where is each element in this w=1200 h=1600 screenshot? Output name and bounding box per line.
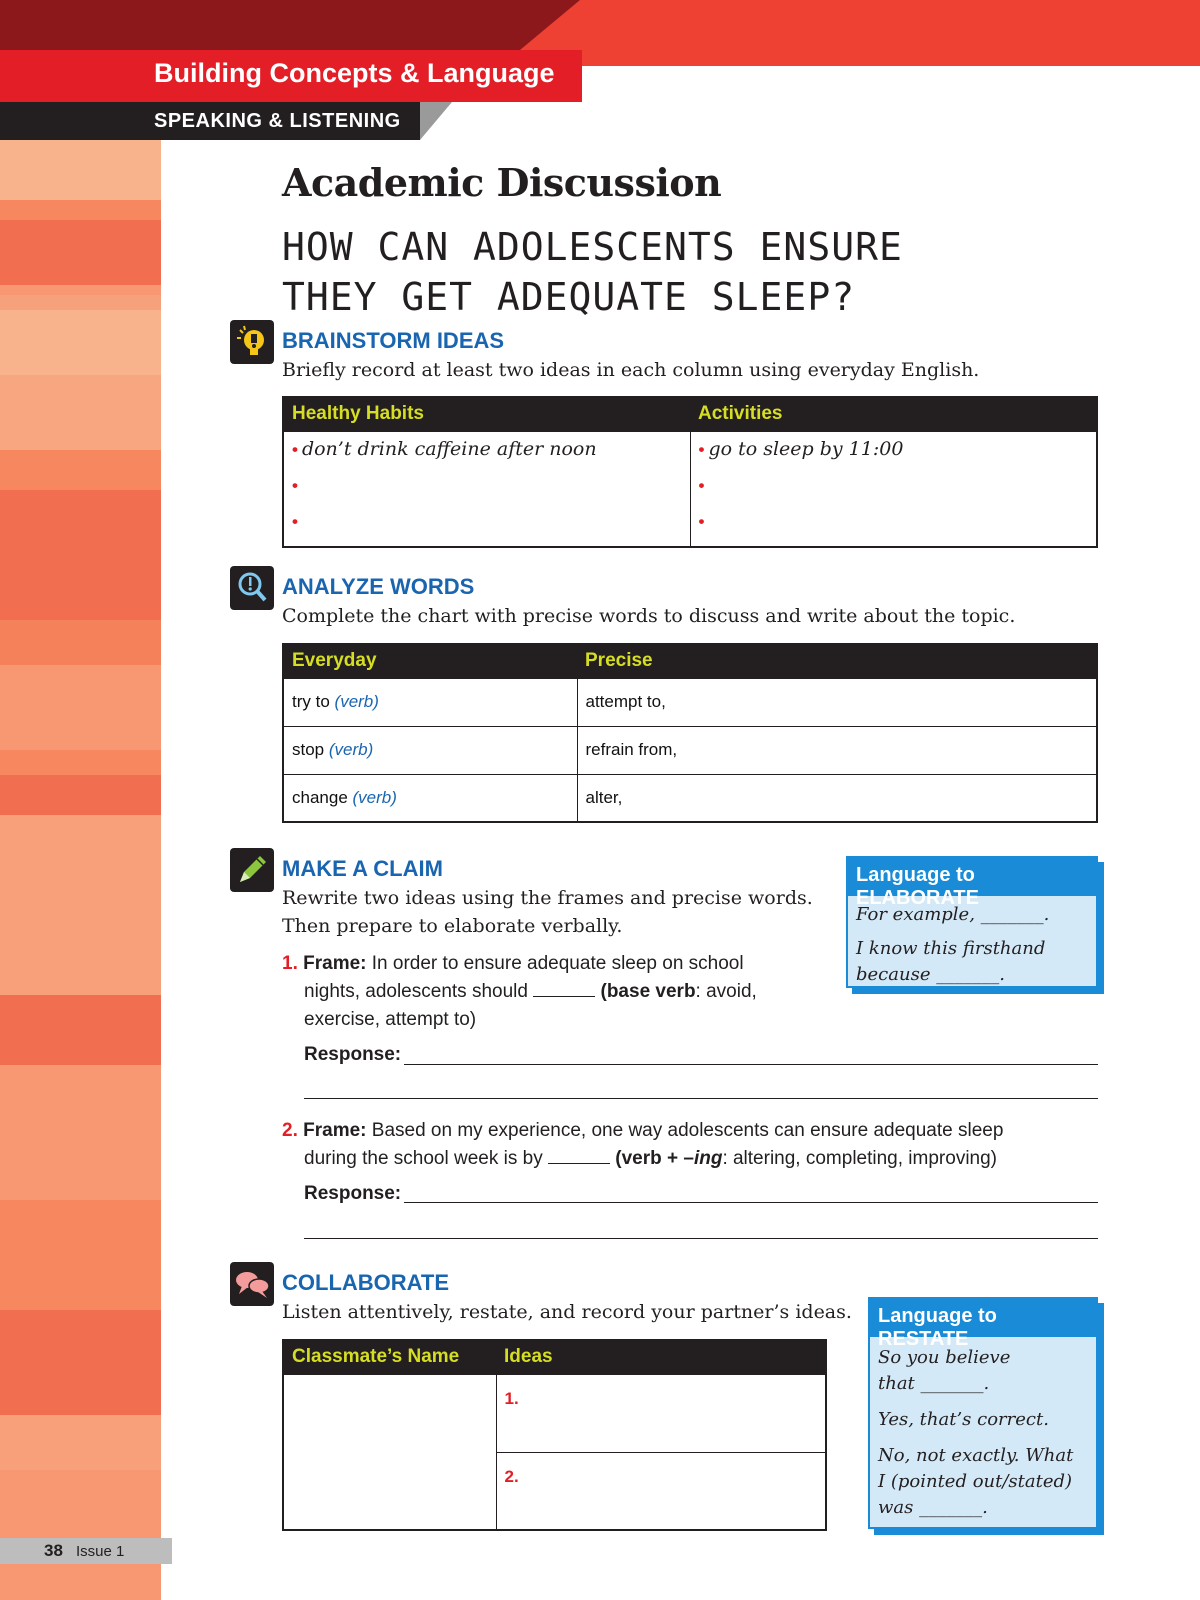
col-header-classmate-name: Classmate’s Name — [283, 1340, 496, 1374]
collaborate-heading: COLLABORATE — [282, 1270, 450, 1295]
col-header-activities: Activities — [690, 397, 1097, 431]
table-row — [283, 726, 1097, 774]
header-wedge — [520, 0, 580, 50]
brainstorm-heading: BRAINSTORM IDEAS — [282, 328, 505, 353]
everyday-cell: change (verb) — [283, 774, 577, 822]
col-header-ideas: Ideas — [496, 1340, 826, 1374]
claim-heading: MAKE A CLAIM — [282, 856, 443, 881]
response-2-line-a[interactable] — [404, 1202, 1098, 1203]
response-2-line-b[interactable] — [304, 1238, 1098, 1239]
language-elaborate-box — [846, 856, 1098, 988]
restate-line-1a: So you believe — [878, 1347, 1011, 1368]
restate-line-3c: was _______. — [878, 1497, 988, 1518]
collaborate-instruction: Listen attentively, restate, and record your partner’s ideas. — [282, 1301, 852, 1323]
essential-question: HOW CAN ADOLESCENTS ENSURE THEY GET ADEQUATE SLEEP? — [282, 225, 903, 319]
everyday-cell: try to (verb) — [283, 678, 577, 726]
precise-cell[interactable]: attempt to, — [577, 678, 1097, 726]
brainstorm-table — [282, 396, 1098, 548]
section-title-bar — [0, 50, 582, 102]
language-elaborate-title: Language to ELABORATE — [848, 858, 1096, 896]
claim-instruction-2: Then prepare to elaborate verbally. — [282, 915, 623, 937]
response-1-line-a[interactable] — [404, 1064, 1098, 1065]
activities-cell[interactable] — [690, 431, 1097, 547]
frame-1: 1. Frame: In order to ensure adequate sleep on school nights, adolescents should (base verb: avoid, exercise, attempt to) — [282, 953, 757, 1030]
restate-line-3a: No, not exactly. What — [878, 1445, 1074, 1466]
subsection-wedge — [420, 102, 452, 140]
pencil-icon — [230, 848, 274, 892]
magnifier-icon — [230, 566, 274, 610]
header-red-band — [520, 0, 1200, 66]
language-restate-box — [868, 1297, 1098, 1529]
frame-2: 2. Frame: Based on my experience, one way adolescents can ensure adequate sleep during the school week is by (verb + –ing: altering, completing, improving) — [282, 1120, 1004, 1169]
page-number: 38 — [44, 1541, 63, 1560]
frame-1-blank — [533, 979, 595, 997]
restate-line-3b: I (pointed out/stated) — [878, 1471, 1073, 1492]
header-dark-band — [0, 0, 580, 50]
page-footer — [0, 1538, 172, 1564]
list-item: • go to sleep by 11:00 — [698, 437, 904, 460]
frame-2-blank — [548, 1146, 610, 1164]
table-row — [283, 1374, 826, 1452]
everyday-cell: stop (verb) — [283, 726, 577, 774]
col-header-everyday: Everyday — [283, 644, 577, 678]
col-header-healthy-habits: Healthy Habits — [283, 397, 690, 431]
subsection-title: SPEAKING & LISTENING — [154, 110, 401, 132]
restate-line-1b: that _______. — [878, 1373, 990, 1394]
language-restate-title: Language to RESTATE — [870, 1299, 1096, 1337]
brainstorm-instruction: Briefly record at least two ideas in each column using everyday English. — [282, 359, 980, 381]
list-item: • don’t drink caffeine after noon — [292, 437, 597, 460]
analyze-heading: ANALYZE WORDS — [282, 574, 475, 599]
precise-cell[interactable]: refrain from, — [577, 726, 1097, 774]
idea-cell-1[interactable]: 1. — [496, 1374, 826, 1452]
classmate-name-cell[interactable] — [283, 1374, 496, 1530]
elaborate-line-2a: I know this firsthand — [856, 938, 1046, 959]
response-2-label: Response: — [304, 1183, 402, 1204]
claim-instruction-1: Rewrite two ideas using the frames and precise words. — [282, 887, 813, 909]
page-title: Academic Discussion — [282, 160, 722, 205]
idea-cell-2[interactable]: 2. — [496, 1452, 826, 1530]
list-item: • — [698, 475, 705, 495]
list-item: • — [698, 511, 705, 531]
list-item: • — [292, 475, 298, 495]
restate-line-2: Yes, that’s correct. — [878, 1409, 1049, 1430]
analyze-instruction: Complete the chart with precise words to discuss and write about the topic. — [282, 605, 1016, 627]
elaborate-line-1: For example, _______. — [856, 904, 1050, 925]
analyze-table — [282, 643, 1098, 823]
lightbulb-icon — [230, 320, 274, 364]
section-title: Building Concepts & Language — [154, 58, 555, 88]
response-1-label: Response: — [304, 1044, 402, 1065]
list-item: • — [292, 511, 298, 531]
subsection-bar — [0, 102, 420, 140]
left-stripe-panel — [0, 140, 161, 1600]
healthy-habits-cell[interactable] — [283, 431, 690, 547]
col-header-precise: Precise — [577, 644, 1097, 678]
elaborate-line-2b: because _______. — [856, 964, 1005, 985]
table-row — [283, 774, 1097, 822]
speech-bubbles-icon — [230, 1262, 274, 1306]
response-1-line-b[interactable] — [304, 1098, 1098, 1099]
collaborate-table — [282, 1339, 827, 1531]
table-row — [283, 678, 1097, 726]
precise-cell[interactable]: alter, — [577, 774, 1097, 822]
issue-label: Issue 1 — [76, 1543, 125, 1560]
